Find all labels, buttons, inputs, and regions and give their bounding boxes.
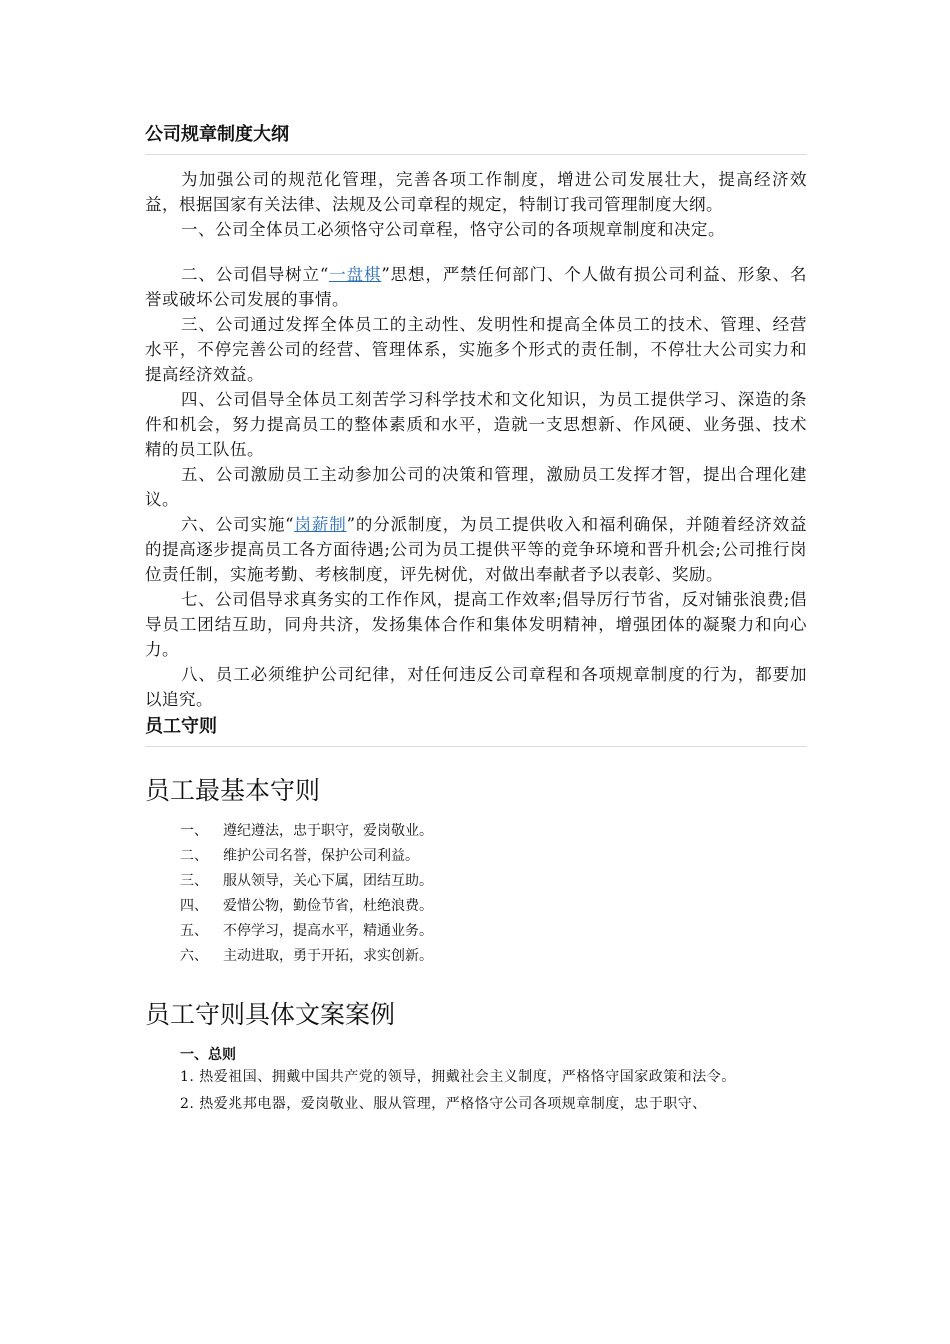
case-examples-heading: 员工守则具体文案案例	[145, 1000, 396, 1029]
basic-rules-heading: 员工最基本守则	[145, 776, 321, 805]
regulation-item-3: 三、公司通过发挥全体员工的主动性、发明性和提高全体员工的技术、管理、经营水平，不停完善公司的经营、管理体系，实施多个形式的责任制，不停壮大公司实力和提高经济效益。	[145, 315, 807, 384]
regulation-item-7: 七、公司倡导求真务实的工作作风，提高工作效率;倡导厉行节省，反对铺张浪费;倡导员工团结互助，同舟共济，发扬集体合作和集体发明精神，增强团体的凝聚力和向心力。	[145, 590, 807, 659]
list-item	[145, 944, 807, 969]
rule-number: 二、	[180, 848, 208, 864]
general-item-1: 1. 热爱祖国、拥戴中国共产党的领导，拥戴社会主义制度，严格恪守国家政策和法令。	[180, 1069, 736, 1085]
list-item	[145, 919, 807, 944]
regulation-item-2	[145, 262, 807, 312]
list-item	[145, 844, 807, 869]
item-6-text-a: 六、公司实施“	[181, 515, 295, 534]
paragraph-gap	[145, 242, 807, 262]
rule-number: 三、	[180, 873, 208, 889]
rule-number: 六、	[180, 948, 208, 964]
intro-paragraph: 为加强公司的规范化管理，完善各项工作制度，增进公司发展壮大，提高经济效益，根据国家有关法律、法规及公司章程的规定，特制订我司管理制度大纲。	[145, 170, 807, 214]
list-item	[145, 869, 807, 894]
list-item	[145, 894, 807, 919]
general-item-2: 2. 热爱兆邦电器，爱岗敬业、服从管理，严格恪守公司各项规章制度，忠于职守、	[180, 1096, 707, 1112]
employee-code-title: 员工守则	[145, 712, 807, 747]
gangxinzhi-link[interactable]: 岗薪制	[294, 515, 347, 534]
rule-number: 一、	[180, 823, 208, 839]
list-item	[145, 819, 807, 844]
regulation-item-4: 四、公司倡导全体员工刻苦学习科学技术和文化知识，为员工提供学习、深造的条件和机会，努力提高员工的整体素质和水平，造就一支思想新、作风硬、业务强、技术精的员工队伍。	[145, 390, 807, 459]
rule-text: 服从领导，关心下属，团结互助。	[223, 873, 433, 889]
general-principles-heading: 一、总则	[180, 1047, 236, 1063]
item-6-text-b: ”的分派制度，为员工提供收入和福利确保，并随着经济效益的提高逐步提高员工各方面待遇;公司为员工提供平等的竞争环境和晋升机会;公司推行岗位责任制，实施考勤、考核制度，评先树优，对做出奉献者予以表彰、奖励。	[145, 515, 808, 584]
basic-rules-list	[145, 819, 807, 969]
item-2-text-a: 二、公司倡导树立“	[181, 265, 329, 284]
rule-text: 爱惜公物，勤俭节省，杜绝浪费。	[223, 898, 433, 914]
regulation-item-8: 八、员工必须维护公司纪律，对任何违反公司章程和各项规章制度的行为，都要加以追究。	[145, 665, 807, 709]
rule-number: 四、	[180, 898, 208, 914]
rule-number: 五、	[180, 923, 208, 939]
rule-text: 主动进取，勇于开拓，求实创新。	[223, 948, 433, 964]
item-2-text-b: ”思想，严禁任何部门、个人做有损公司利益、形象、名誉或破坏公司发展的事情。	[145, 265, 808, 309]
rule-text: 不停学习，提高水平，精通业务。	[223, 923, 433, 939]
regulation-item-6	[145, 512, 807, 587]
document-page	[145, 120, 807, 1116]
rule-text: 遵纪遵法，忠于职守，爱岗敬业。	[223, 823, 433, 839]
regulation-item-5: 五、公司激励员工主动参加公司的决策和管理，激励员工发挥才智，提出合理化建议。	[145, 465, 807, 509]
yipanqi-link[interactable]: 一盘棋	[328, 265, 382, 284]
rule-text: 维护公司名誉，保护公司利益。	[223, 848, 419, 864]
regulations-title: 公司规章制度大纲	[145, 120, 807, 155]
regulation-item-1: 一、公司全体员工必须恪守公司章程，恪守公司的各项规章制度和决定。	[181, 220, 725, 239]
